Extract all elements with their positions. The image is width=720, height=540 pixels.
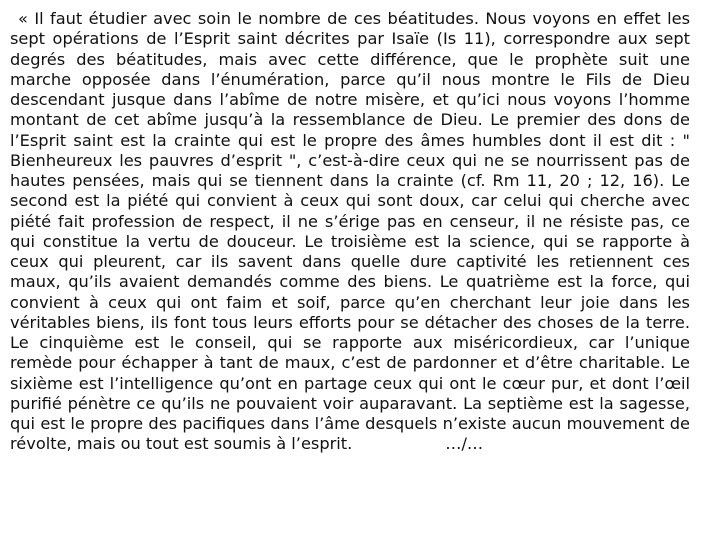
body-paragraph bbox=[10, 9, 690, 455]
document-page bbox=[10, 9, 690, 455]
paragraph-text: « Il faut étudier avec soin le nombre de ces béatitudes. Nous voyons en effet les sept opérations de l’Esprit saint décrites par Isaïe (Is 11), correspondre aux sept degrés des béatitudes, mais avec cette différence, que le prophète suit une marche opposée dans l’énumération, parce qu’il nous montre le Fils de Dieu descendant jusque dans l’abîme de notre misère, et qu’ici nous voyons l’homme montant de cet abîme jusqu’à la ressemblance de Dieu. Le premier des dons de l’Esprit saint est la crainte qui est le propre des âmes humbles dont il est dit : " Bienheureux les pauvres d’esprit ", c’est-à-dire ceux qui ne se nourrissent pas de hautes pensées, mais qui se tiennent dans la crainte (cf. Rm 11, 20 ; 12, 16). Le second est la piété qui convient à ceux qui sont doux, car celui qui cherche avec piété fait profession de respect, il ne s’érige pas en censeur, il ne résiste pas, ce qui constitue la vertu de douceur. Le troisième est la science, qui se rapporte à ceux qui pleurent, car ils savent dans quelle dure captivité les retiennent ces maux, qu’ils avaient demandés comme des biens. Le quatrième est la force, qui convient à ceux qui ont faim et soif, parce qu’en cherchant leur joie dans les véritables biens, ils font tous leurs efforts pour se détacher des choses de la terre. Le cinquième est le conseil, qui se rapporte aux miséricordieux, car l’unique remède pour échapper à tant de maux, c’est de pardonner et d’être charitable. Le sixième est l’intelligence qu’ont en partage ceux qui ont le cœur pur, et dont l’œil purifié pénètre ce qu’ils ne pouvaient voir auparavant. La septième est la sagesse, qui est le propre des pacifiques dans l’âme desquels n’existe aucun mouvement de révolte, mais ou tout est soumis à l’esprit. bbox=[10, 9, 690, 454]
continuation-marker: …/… bbox=[445, 434, 484, 454]
